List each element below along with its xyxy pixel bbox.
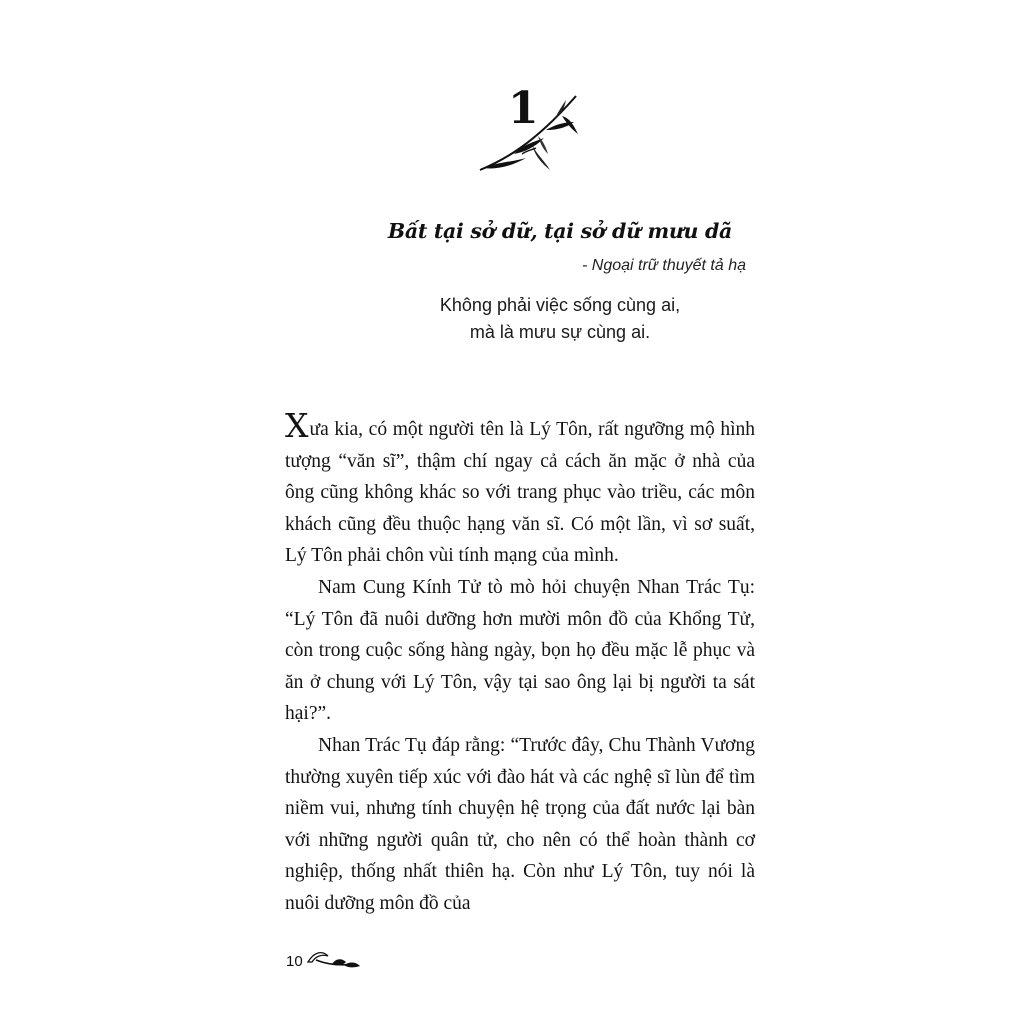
chapter-translation [350,292,770,346]
translation-line: mà là mưu sự cùng ai. [469,322,651,342]
chapter-title: Bất tại sở dữ, tại sở dữ mưu dã [387,219,732,243]
body-text [285,406,755,920]
paragraph: Nam Cung Kính Tử tò mò hỏi chuyện Nhan Trác Tụ: “Lý Tôn đã nuôi dưỡng hơn mười môn đồ của Khổng Tử, còn trong cuộc sống hàng ngày, bọn họ đều mặc lễ phục và ăn ở chung với Lý Tôn, vậy tại sao ông lại bị người ta sát hại?”. [285,576,755,725]
paragraph [285,406,755,572]
drop-cap: X [285,406,309,445]
paragraph: Nhan Trác Tụ đáp rằng: “Trước đây, Chu Thành Vương thường xuyên tiếp xúc với đào hát và các nghệ sĩ lùn để tìm niềm vui, nhưng tính chuyện hệ trọng của đất nước lại bàn với những người quân tử, cho nên có thể hoàn thành cơ nghiệp, thống nhất thiên hạ. Còn như Lý Tôn, tuy nói là nuôi dưỡng môn đồ của [285,734,755,914]
paragraph-text: ưa kia, có một người tên là Lý Tôn, rất ngưỡng mộ hình tượng “văn sĩ”, thậm chí ngay cả cách ăn mặc ở nhà của ông cũng không khác so với trang phục vào triều, các môn khách cũng đều thuộc hạng văn sĩ. Có một lần, vì sơ suất, Lý Tôn phải chôn vùi tính mạng của mình. [285,419,755,567]
leaf-ornament-icon [306,948,362,970]
bamboo-branch-icon [474,92,594,182]
chapter-source: - Ngoại trữ thuyết tả hạ [582,257,746,274]
chapter-number: 1 [508,83,539,134]
translation-line: Không phải việc sống cùng ai, [439,295,681,315]
page-number: 10 [286,953,303,970]
